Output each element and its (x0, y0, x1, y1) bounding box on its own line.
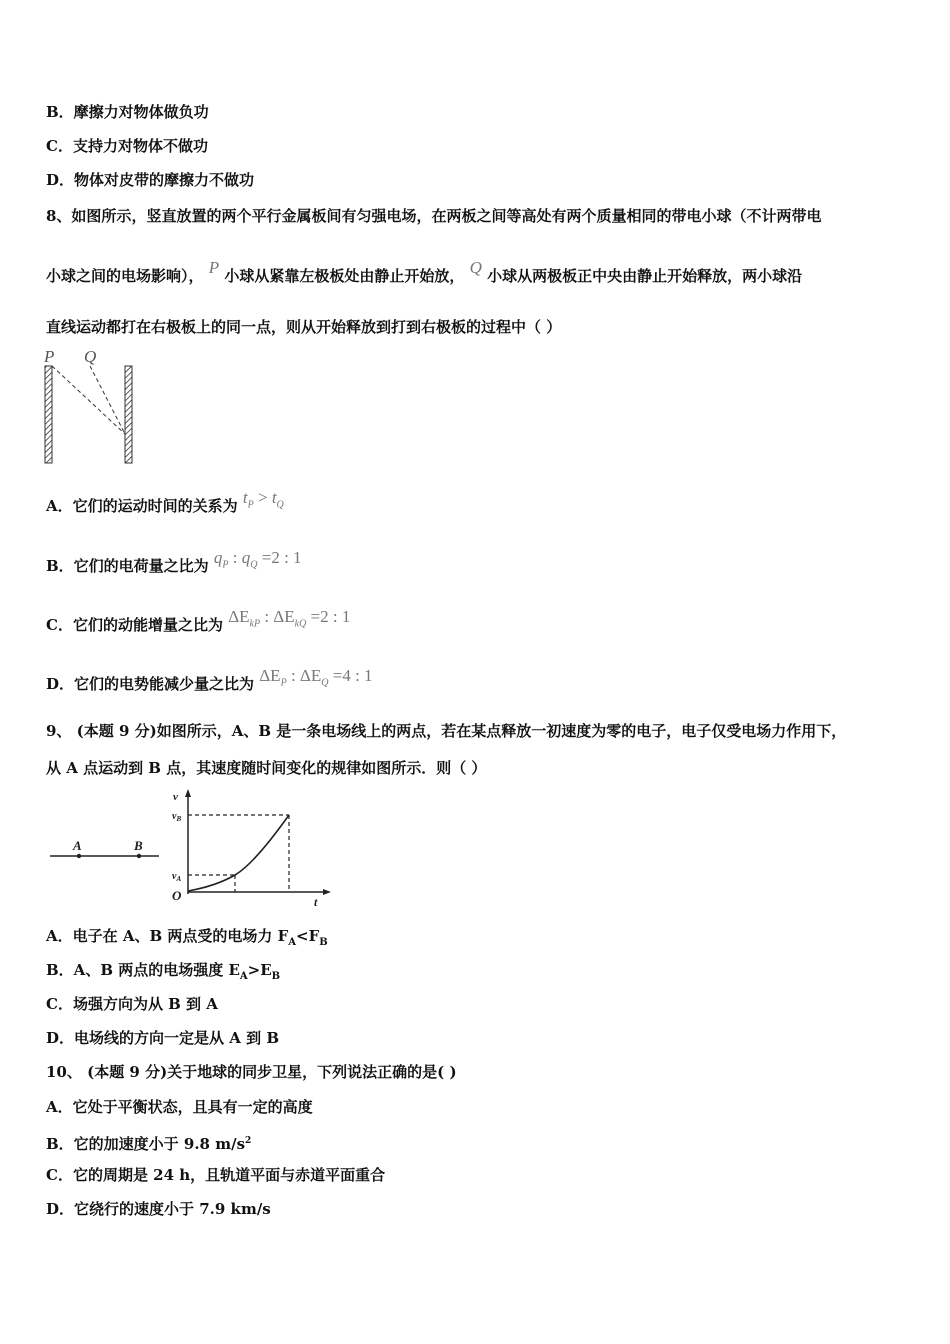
label-t: t (314, 895, 318, 909)
q9-option-a-mid: <F (296, 927, 320, 945)
expr-sep: : (286, 666, 300, 685)
q9-option-a-sub1: A (288, 937, 297, 948)
expr-q: q (213, 548, 223, 567)
q8-stem-line2 (46, 258, 803, 286)
expr-ratio: =4 : 1 (328, 666, 373, 685)
q8-option-a-text: A．它们的运动时间的关系为 (46, 497, 238, 515)
expr-sub-p: P (222, 559, 229, 571)
q9-option-b-mid: >E (247, 961, 272, 979)
q8-stem-line2b: 小球从紧靠左极板处由静止开始放， (224, 267, 465, 285)
expr-sub-q: kQ (294, 618, 307, 630)
q8-option-d (46, 666, 373, 701)
expr-delta: ΔE (228, 607, 250, 626)
label-origin: O (172, 888, 182, 903)
q9-option-c: C．场强方向为从 B 到 A (46, 995, 218, 1013)
q10-option-b (46, 1131, 251, 1154)
q9-figure (46, 786, 346, 911)
q8-option-c-expr (228, 607, 351, 630)
q9-option-a (46, 926, 328, 953)
expr-sub-p: P (247, 499, 254, 511)
q8-symbol-q: Q (469, 258, 482, 277)
q10-option-c: C．它的周期是 24 h，且轨道平面与赤道平面重合 (46, 1166, 386, 1184)
q8-option-b-expr (213, 548, 302, 571)
q8-option-a (46, 488, 284, 523)
q9-stem-line2: 从 A 点运动到 B 点，其速度随时间变化的规律如图所示．则（ ） (46, 759, 487, 777)
expr-sub-q: Q (250, 559, 258, 571)
q9-option-b-pre: B．A、B 两点的电场强度 E (46, 961, 240, 979)
q9-option-a-pre: A．电子在 A、B 两点受的电场力 F (46, 927, 289, 945)
q10-option-a: A．它处于平衡状态，且具有一定的高度 (46, 1098, 313, 1116)
expr-sub-q: Q (321, 677, 329, 689)
point-a (77, 854, 81, 858)
expr-delta: ΔE (259, 666, 281, 685)
expr-sub-p: P (280, 677, 287, 689)
expr-ratio: =2 : 1 (257, 548, 302, 567)
q10-stem: 10、 (本题 9 分)关于地球的同步卫星，下列说法正确的是( ) (46, 1063, 457, 1081)
q8-plates-figure (40, 344, 150, 469)
q8-option-c (46, 607, 351, 642)
label-va: $v_A$ (172, 871, 182, 883)
t-axis-arrow (323, 889, 331, 895)
velocity-curve (188, 815, 289, 891)
label-v: v (173, 791, 178, 803)
q7-option-c: C．支持力对物体不做功 (46, 137, 208, 155)
q8-option-b-text: B．它们的电荷量之比为 (46, 557, 209, 575)
q9-option-d: D．电场线的方向一定是从 A 到 B (46, 1029, 279, 1047)
q8-option-b (46, 548, 302, 583)
q8-option-d-text: D．它们的电势能减少量之比为 (46, 675, 255, 693)
expr-q2: q (241, 548, 251, 567)
label-vb: $v_B$ (172, 811, 182, 823)
expr-sep: : (228, 548, 242, 567)
point-b (137, 854, 141, 858)
q9-option-b-sub1: A (239, 971, 248, 982)
q8-option-a-expr (242, 488, 284, 511)
v-axis-arrow (185, 789, 191, 797)
q8-stem-line1: 8、如图所示，竖直放置的两个平行金属板间有匀强电场，在两板之间等高处有两个质量相同的带电小球（不计两带电 (46, 207, 822, 225)
expr-sep: : (260, 607, 274, 626)
expr-t: t (242, 488, 248, 507)
q8-option-c-text: C．它们的动能增量之比为 (46, 616, 223, 634)
expr-delta2: ΔE (299, 666, 322, 685)
q10-option-b-pre: B．它的加速度小于 9.8 m/s (46, 1135, 246, 1153)
q8-symbol-p: P (208, 258, 220, 277)
label-a: A (73, 838, 82, 853)
q9-option-b-sub2: B (271, 971, 281, 982)
q7-option-b: B．摩擦力对物体做负功 (46, 103, 209, 121)
right-plate (125, 366, 132, 463)
q10-option-b-sup: 2 (245, 1136, 252, 1146)
expr-sub-p: kP (249, 618, 261, 630)
expr-rel: > (253, 488, 272, 507)
left-plate (45, 366, 52, 463)
q8-stem-line2a: 小球之间的电场影响）， (46, 267, 204, 285)
q8-option-d-expr (259, 666, 373, 689)
expr-sub-q: Q (276, 499, 284, 511)
q9-stem-line1: 9、 (本题 9 分)如图所示，A、B 是一条电场线上的两点，若在某点释放一初速度为零的电子，电子仅受电场力作用下， (46, 722, 847, 740)
expr-t2: t (271, 488, 277, 507)
q8-stem-line2c: 小球从两极板正中央由静止开始释放，两小球沿 (487, 267, 803, 285)
label-q: Q (84, 347, 97, 366)
q9-option-a-sub2: B (319, 937, 328, 948)
expr-ratio: =2 : 1 (306, 607, 351, 626)
path-q (90, 366, 125, 434)
q9-option-b (46, 960, 280, 987)
q7-option-d: D．物体对皮带的摩擦力不做功 (46, 171, 255, 189)
q10-option-d: D．它绕行的速度小于 7.9 km/s (46, 1200, 271, 1218)
label-p: P (44, 347, 55, 366)
q8-stem-line3: 直线运动都打在右极板上的同一点，则从开始释放到打到右极板的过程中（ ） (46, 318, 562, 336)
expr-delta2: ΔE (273, 607, 295, 626)
label-b: B (134, 838, 143, 853)
path-p (52, 366, 125, 434)
